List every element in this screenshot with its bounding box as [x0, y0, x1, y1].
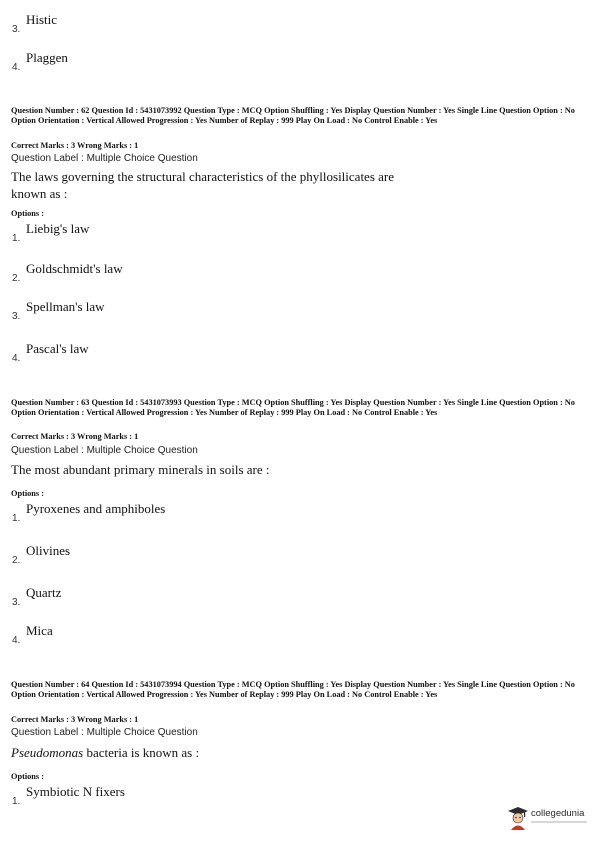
- option-item[interactable]: [12, 341, 552, 369]
- option-item[interactable]: [12, 784, 552, 812]
- option-item[interactable]: [12, 543, 552, 571]
- option-item[interactable]: [12, 50, 552, 78]
- option-number: 4.: [12, 353, 21, 364]
- question-marks: Correct Marks : 3 Wrong Marks : 1: [11, 432, 139, 441]
- collegedunia-logo: [507, 804, 589, 832]
- question-text-italic: Pseudomonas: [11, 745, 84, 760]
- option-item[interactable]: [12, 623, 552, 651]
- option-number: 2.: [12, 555, 21, 566]
- option-text: Quartz: [26, 585, 62, 600]
- option-number: 3.: [12, 24, 21, 35]
- logo-tagline-bar: [531, 821, 587, 823]
- question-text: [11, 168, 501, 202]
- option-text: Mica: [26, 623, 53, 638]
- option-number: 3.: [12, 311, 21, 322]
- option-text: Plaggen: [26, 50, 68, 65]
- question-text-line: known as :: [11, 186, 68, 201]
- question-label: Question Label : Multiple Choice Question: [11, 727, 198, 738]
- option-item[interactable]: [12, 261, 552, 289]
- question-label: Question Label : Multiple Choice Question: [11, 445, 198, 456]
- option-item[interactable]: [12, 12, 552, 40]
- question-text-rest: bacteria is known as :: [83, 745, 200, 760]
- option-number: 1.: [12, 796, 21, 807]
- option-number: 1.: [12, 233, 21, 244]
- option-text: Goldschmidt's law: [26, 261, 123, 276]
- option-text: Liebig's law: [26, 221, 90, 236]
- option-item[interactable]: [12, 585, 552, 613]
- option-number: 1.: [12, 513, 21, 524]
- question-marks: Correct Marks : 3 Wrong Marks : 1: [11, 715, 139, 724]
- option-text: Histic: [26, 12, 58, 27]
- option-text: Spellman's law: [26, 299, 105, 314]
- option-item[interactable]: [12, 501, 552, 529]
- option-number: 3.: [12, 597, 21, 608]
- question-marks: Correct Marks : 3 Wrong Marks : 1: [11, 141, 139, 150]
- question-meta: Question Number : 64 Question Id : 5431073994 Question Type : MCQ Option Shuffling : Yes Display Question Number : Yes Single Line Question Option : No Option Orientation : Vertical Allowed Progression : Yes Number of Replay : 999 Play On Load : No Control Enable : Yes: [11, 680, 575, 699]
- question-text-line: The most abundant primary minerals in soils are :: [11, 462, 270, 477]
- logo-text: collegedunia: [531, 808, 585, 819]
- options-heading: Options :: [11, 489, 44, 498]
- option-text: Pascal's law: [26, 341, 89, 356]
- question-text-line: The laws governing the structural characteristics of the phyllosilicates are: [11, 169, 394, 184]
- option-number: 4.: [12, 62, 21, 73]
- option-item[interactable]: [12, 299, 552, 327]
- question-meta: Question Number : 63 Question Id : 5431073993 Question Type : MCQ Option Shuffling : Yes Display Question Number : Yes Single Line Question Option : No Option Orientation : Vertical Allowed Progression : Yes Number of Replay : 999 Play On Load : No Control Enable : Yes: [11, 398, 575, 417]
- question-text: [11, 744, 501, 761]
- options-heading: Options :: [11, 209, 44, 218]
- graduate-mascot-icon: [507, 806, 529, 830]
- question-text: [11, 461, 501, 478]
- options-heading: Options :: [11, 772, 44, 781]
- option-item[interactable]: [12, 221, 552, 249]
- option-text: Olivines: [26, 543, 71, 558]
- option-number: 2.: [12, 273, 21, 284]
- question-label: Question Label : Multiple Choice Question: [11, 153, 198, 164]
- option-text: Symbiotic N fixers: [26, 784, 125, 799]
- option-text: Pyroxenes and amphiboles: [26, 501, 166, 516]
- option-number: 4.: [12, 635, 21, 646]
- question-meta: Question Number : 62 Question Id : 5431073992 Question Type : MCQ Option Shuffling : Yes Display Question Number : Yes Single Line Question Option : No Option Orientation : Vertical Allowed Progression : Yes Number of Replay : 999 Play On Load : No Control Enable : Yes: [11, 106, 575, 125]
